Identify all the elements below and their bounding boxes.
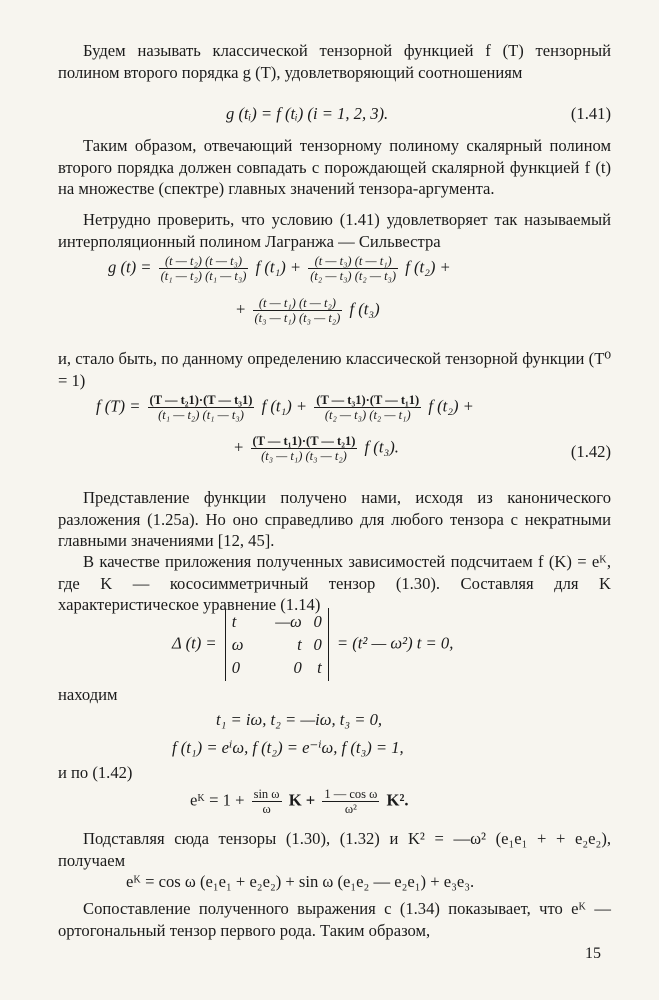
tensor-fraction-3-num: (T — t₁1)·(T — t₂1)	[252, 434, 356, 448]
exp-mid: K +	[288, 790, 316, 810]
paragraph-definition: Будем называть классической тензорной функцией f (T) тензорный полином второго порядка g (T), удовлетворяющий соотношениям	[58, 41, 611, 82]
tensor-fraction-1-den: (t₁ — t₂) (t₁ — t₃)	[158, 408, 244, 422]
exp-sin-den: ω	[262, 802, 271, 816]
lagrange-term-3: f (t₃)	[349, 299, 380, 319]
det-rhs: = (t² — ω²) t = 0,	[336, 633, 454, 653]
equation-lagrange-line1	[108, 254, 659, 283]
tensor-fraction-2	[314, 393, 421, 422]
tensor-line2-group	[234, 434, 399, 463]
det-cell: t	[317, 657, 322, 677]
equation-1-42-line1	[96, 393, 649, 422]
equation-lagrange-line2	[236, 296, 659, 325]
tensor-fraction-1	[148, 393, 255, 422]
exp-lhs: eᴷ = 1 +	[190, 790, 245, 810]
tensor-term-3: f (t₃).	[364, 437, 399, 457]
lagrange-plus: +	[236, 299, 246, 319]
paragraph-find: находим	[58, 685, 118, 704]
tensor-term-2: f (t₂) +	[428, 396, 474, 416]
determinant-matrix	[225, 608, 329, 681]
lagrange-fraction-1-num: (t — t₂) (t — t₃)	[159, 254, 249, 269]
lagrange-fraction-2-num: (t — t₃) (t — t₁)	[308, 254, 398, 269]
tensor-fraction-2-num: (T — t₃1)·(T — t₁1)	[316, 393, 420, 407]
det-cell: —ω	[275, 611, 302, 631]
lagrange-fraction-2-den: (t₂ — t₃) (t₂ — t₃)	[310, 269, 397, 283]
lagrange-term-1: f (t₁) +	[255, 257, 302, 277]
det-cell: 0	[293, 657, 302, 677]
exp-end: K².	[386, 790, 409, 810]
tensor-plus: +	[234, 437, 244, 457]
paragraph-representation: Представление функции получено нами, исходя из канонического разложения (1.25a). Но оно справедливо для любого тензора с некратными главными значениями [12, 45].	[58, 488, 611, 550]
paragraph-application: В качестве приложения полученных зависимостей подсчитаем f (K) = eᴷ, где K — кососимметричный тензор (1.30). Составляя для K характеристическое уравнение (1.14)	[58, 552, 611, 614]
paragraph-lagrange-intro: Нетрудно проверить, что условию (1.41) удовлетворяет так называемый интерполяционный полином Лагранжа — Сильвестра	[58, 210, 611, 251]
det-cell: t	[231, 611, 237, 631]
paragraph-classical-function: и, стало быть, по данному определению классической тензорной функции (T⁰ = 1)	[58, 349, 611, 390]
page-number: 15	[585, 945, 601, 962]
tensor-fraction-1-num: (T — t₂1)·(T — t₃1)	[149, 393, 253, 407]
paragraph-orthogonal: Сопоставление полученного выражения с (1.34) показывает, что eᴷ — ортогональный тензор первого рода. Таким образом,	[58, 899, 611, 940]
det-cell: 0	[313, 634, 322, 654]
tensor-fraction-2-den: (t₂ — t₃) (t₂ — t₁)	[324, 408, 411, 422]
lagrange-fraction-3	[253, 296, 343, 325]
exp-sin-fraction	[252, 787, 282, 816]
paragraph-substitute: Подставляя сюда тензоры (1.30), (1.32) и K² = —ω² (e₁e₁ + + e₂e₂), получаем	[58, 829, 611, 870]
lagrange-fraction-3-den: (t₃ — t₁) (t₃ — t₂)	[254, 311, 341, 325]
paragraph-by-1-42: и по (1.42)	[58, 763, 133, 782]
exp-sin-num: sin ω	[253, 787, 280, 801]
lagrange-fraction-2	[308, 254, 398, 283]
det-lhs: Δ (t) =	[172, 633, 217, 653]
det-cell: 0	[313, 611, 322, 631]
tensor-term-1: f (t₁) +	[261, 396, 308, 416]
exp-cos-num: 1 — cos ω	[324, 787, 378, 801]
det-cell: 0	[231, 657, 241, 677]
equation-exp-final: eᴷ = cos ω (e₁e₁ + e₂e₂) + sin ω (e₁e₂ — e₂e₁) + e₃e₃.	[126, 872, 475, 891]
paragraph-polynomial: Таким образом, отвечающий тензорному полиному скалярный полином второго порядка должен совпадать с порождающей скалярной функцией f (t) на множестве (спектре) главных значений тензора-аргумента.	[58, 136, 611, 198]
lagrange-term-2: f (t₂) +	[405, 257, 451, 277]
det-cell: t	[297, 634, 302, 654]
equation-number-1-41: (1.41)	[570, 104, 611, 123]
equation-number-1-42: (1.42)	[570, 442, 611, 461]
equation-roots: t₁ = iω, t₂ = —iω, t₃ = 0,	[216, 710, 383, 729]
equation-1-41-body: g (tᵢ) = f (tᵢ) (i = 1, 2, 3).	[226, 104, 389, 123]
det-cell: ω	[231, 634, 244, 654]
equation-exponential	[190, 787, 659, 816]
tensor-function-lhs: f (T) =	[96, 396, 141, 416]
lagrange-fraction-1-den: (t₁ — t₂) (t₁ — t₃)	[160, 269, 247, 283]
equation-function-values: f (t₁) = eⁱω, f (t₂) = e⁻ⁱω, f (t₃) = 1,	[172, 738, 404, 757]
exp-cos-den: ω²	[344, 802, 357, 816]
equation-characteristic	[172, 608, 659, 681]
lagrange-lhs: g (t) =	[108, 257, 152, 277]
exp-cos-fraction	[322, 787, 379, 816]
tensor-fraction-3-den: (t₃ — t₁) (t₃ — t₂)	[261, 449, 347, 463]
tensor-fraction-3	[251, 434, 358, 463]
lagrange-fraction-3-num: (t — t₁) (t — t₂)	[253, 296, 343, 311]
lagrange-fraction-1	[159, 254, 249, 283]
